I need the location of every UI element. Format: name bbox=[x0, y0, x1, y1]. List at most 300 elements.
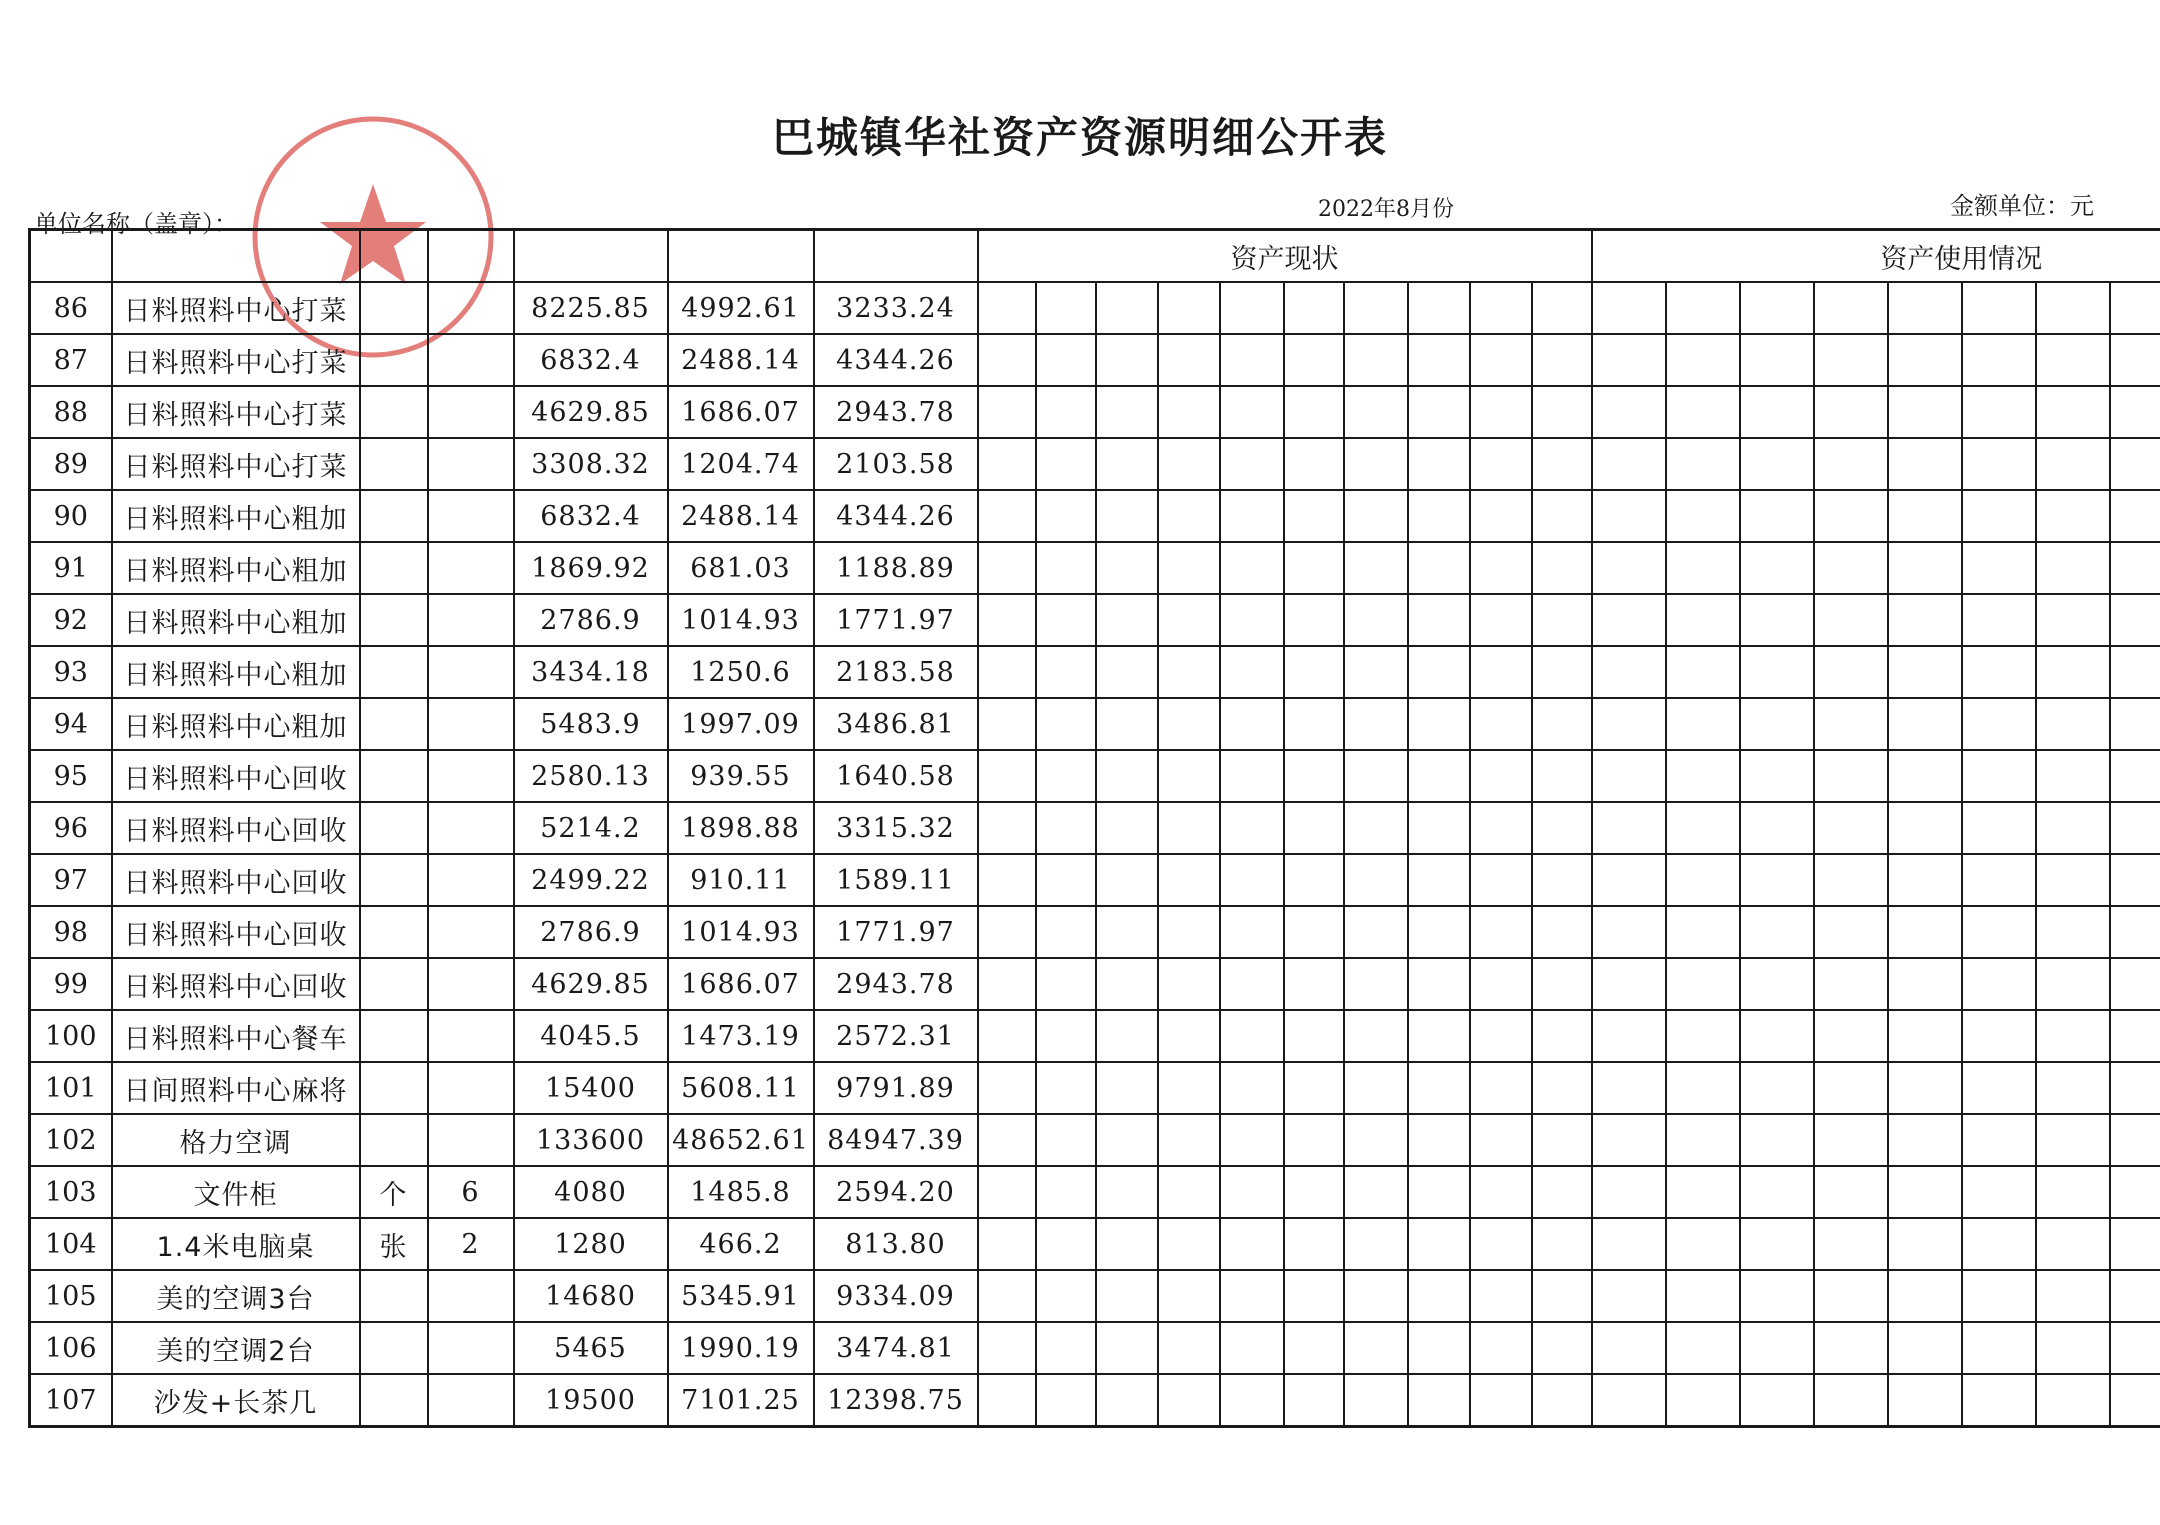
empty-cell bbox=[1470, 490, 1532, 542]
empty-cell bbox=[1740, 1062, 1814, 1114]
empty-cell bbox=[2110, 438, 2160, 490]
original-value: 4045.5 bbox=[514, 1010, 668, 1062]
empty-cell bbox=[1532, 490, 1592, 542]
empty-cell bbox=[1740, 490, 1814, 542]
empty-cell bbox=[2110, 854, 2160, 906]
row-number: 104 bbox=[30, 1218, 112, 1270]
empty-cell bbox=[1814, 854, 1888, 906]
empty-cell bbox=[1470, 1374, 1532, 1427]
empty-cell bbox=[978, 906, 1036, 958]
empty-cell bbox=[1344, 1218, 1408, 1270]
empty-cell bbox=[1470, 1270, 1532, 1322]
empty-cell bbox=[1158, 854, 1220, 906]
net-value: 3474.81 bbox=[814, 1322, 978, 1374]
original-value: 14680 bbox=[514, 1270, 668, 1322]
empty-cell bbox=[1740, 334, 1814, 386]
empty-cell bbox=[1036, 1322, 1096, 1374]
empty-cell bbox=[1592, 386, 1666, 438]
row-number: 90 bbox=[30, 490, 112, 542]
empty-cell bbox=[1888, 802, 1962, 854]
empty-cell bbox=[1284, 1218, 1344, 1270]
header-cell bbox=[428, 230, 514, 283]
empty-cell bbox=[2110, 646, 2160, 698]
empty-cell bbox=[1814, 1322, 1888, 1374]
empty-cell bbox=[2110, 1374, 2160, 1427]
empty-cell bbox=[1740, 438, 1814, 490]
row-number: 88 bbox=[30, 386, 112, 438]
section-header-usage: 资产使用情况 bbox=[1592, 230, 2160, 283]
quantity-cell bbox=[428, 646, 514, 698]
asset-name: 日间照料中心麻将 bbox=[112, 1062, 360, 1114]
empty-cell bbox=[1096, 490, 1158, 542]
empty-cell bbox=[1220, 646, 1284, 698]
empty-cell bbox=[1158, 334, 1220, 386]
empty-cell bbox=[1344, 1166, 1408, 1218]
asset-name: 日料照料中心回收 bbox=[112, 854, 360, 906]
empty-cell bbox=[1666, 1062, 1740, 1114]
empty-cell bbox=[1158, 594, 1220, 646]
empty-cell bbox=[2036, 698, 2110, 750]
empty-cell bbox=[1344, 334, 1408, 386]
depreciation-value: 1898.88 bbox=[668, 802, 814, 854]
depreciation-value: 1250.6 bbox=[668, 646, 814, 698]
unit-cell bbox=[360, 802, 428, 854]
empty-cell bbox=[1592, 906, 1666, 958]
quantity-cell bbox=[428, 802, 514, 854]
empty-cell bbox=[978, 1114, 1036, 1166]
empty-cell bbox=[1284, 594, 1344, 646]
empty-cell bbox=[2110, 1166, 2160, 1218]
empty-cell bbox=[1036, 906, 1096, 958]
empty-cell bbox=[1344, 750, 1408, 802]
empty-cell bbox=[1096, 1062, 1158, 1114]
empty-cell bbox=[1158, 1166, 1220, 1218]
empty-cell bbox=[1814, 906, 1888, 958]
empty-cell bbox=[1470, 906, 1532, 958]
empty-cell bbox=[1962, 1010, 2036, 1062]
empty-cell bbox=[1814, 698, 1888, 750]
empty-cell bbox=[1666, 282, 1740, 334]
empty-cell bbox=[1036, 594, 1096, 646]
empty-cell bbox=[1532, 854, 1592, 906]
header-cell bbox=[112, 230, 360, 283]
table-row bbox=[30, 1010, 2160, 1062]
empty-cell bbox=[1408, 958, 1470, 1010]
asset-name: 日料照料中心回收 bbox=[112, 958, 360, 1010]
unit-cell bbox=[360, 1010, 428, 1062]
empty-cell bbox=[1220, 542, 1284, 594]
empty-cell bbox=[1814, 1218, 1888, 1270]
empty-cell bbox=[1284, 1062, 1344, 1114]
empty-cell bbox=[1408, 438, 1470, 490]
table-row bbox=[30, 1218, 2160, 1270]
empty-cell bbox=[1962, 1218, 2036, 1270]
empty-cell bbox=[1740, 854, 1814, 906]
original-value: 8225.85 bbox=[514, 282, 668, 334]
quantity-cell bbox=[428, 386, 514, 438]
empty-cell bbox=[1888, 1166, 1962, 1218]
empty-cell bbox=[1592, 490, 1666, 542]
empty-cell bbox=[1036, 282, 1096, 334]
empty-cell bbox=[1158, 906, 1220, 958]
empty-cell bbox=[1470, 542, 1532, 594]
currency-unit-label: 金额单位：元 bbox=[1950, 192, 2094, 220]
empty-cell bbox=[1814, 750, 1888, 802]
row-number: 106 bbox=[30, 1322, 112, 1374]
empty-cell bbox=[1158, 490, 1220, 542]
empty-cell bbox=[1408, 802, 1470, 854]
empty-cell bbox=[1158, 1062, 1220, 1114]
original-value: 2499.22 bbox=[514, 854, 668, 906]
empty-cell bbox=[1814, 1270, 1888, 1322]
quantity-cell bbox=[428, 282, 514, 334]
table-row bbox=[30, 542, 2160, 594]
table-row bbox=[30, 1062, 2160, 1114]
row-number: 94 bbox=[30, 698, 112, 750]
empty-cell bbox=[1220, 802, 1284, 854]
net-value: 12398.75 bbox=[814, 1374, 978, 1427]
empty-cell bbox=[1962, 542, 2036, 594]
empty-cell bbox=[2036, 490, 2110, 542]
row-number: 91 bbox=[30, 542, 112, 594]
empty-cell bbox=[2036, 438, 2110, 490]
net-value: 9334.09 bbox=[814, 1270, 978, 1322]
empty-cell bbox=[1096, 750, 1158, 802]
empty-cell bbox=[1592, 646, 1666, 698]
quantity-cell bbox=[428, 958, 514, 1010]
empty-cell bbox=[1220, 594, 1284, 646]
empty-cell bbox=[1036, 1010, 1096, 1062]
empty-cell bbox=[1666, 1010, 1740, 1062]
empty-cell bbox=[2036, 906, 2110, 958]
empty-cell bbox=[1666, 802, 1740, 854]
empty-cell bbox=[1344, 594, 1408, 646]
empty-cell bbox=[1344, 282, 1408, 334]
empty-cell bbox=[1470, 1062, 1532, 1114]
empty-cell bbox=[1592, 334, 1666, 386]
row-number: 96 bbox=[30, 802, 112, 854]
net-value: 3233.24 bbox=[814, 282, 978, 334]
empty-cell bbox=[2110, 334, 2160, 386]
depreciation-value: 1204.74 bbox=[668, 438, 814, 490]
empty-cell bbox=[1666, 1114, 1740, 1166]
empty-cell bbox=[1284, 334, 1344, 386]
empty-cell bbox=[1284, 1166, 1344, 1218]
empty-cell bbox=[1408, 1374, 1470, 1427]
empty-cell bbox=[1888, 438, 1962, 490]
empty-cell bbox=[1962, 802, 2036, 854]
empty-cell bbox=[1532, 906, 1592, 958]
empty-cell bbox=[1666, 334, 1740, 386]
empty-cell bbox=[1284, 386, 1344, 438]
empty-cell bbox=[2036, 854, 2110, 906]
empty-cell bbox=[978, 334, 1036, 386]
net-value: 84947.39 bbox=[814, 1114, 978, 1166]
empty-cell bbox=[1408, 1114, 1470, 1166]
empty-cell bbox=[1666, 490, 1740, 542]
empty-cell bbox=[2110, 386, 2160, 438]
empty-cell bbox=[1532, 386, 1592, 438]
original-value: 5214.2 bbox=[514, 802, 668, 854]
empty-cell bbox=[1470, 698, 1532, 750]
empty-cell bbox=[1666, 1218, 1740, 1270]
empty-cell bbox=[1888, 386, 1962, 438]
empty-cell bbox=[2110, 1270, 2160, 1322]
empty-cell bbox=[1158, 1270, 1220, 1322]
empty-cell bbox=[1740, 1010, 1814, 1062]
empty-cell bbox=[978, 542, 1036, 594]
row-number: 98 bbox=[30, 906, 112, 958]
empty-cell bbox=[978, 854, 1036, 906]
net-value: 1640.58 bbox=[814, 750, 978, 802]
depreciation-value: 1990.19 bbox=[668, 1322, 814, 1374]
empty-cell bbox=[1096, 1374, 1158, 1427]
empty-cell bbox=[1408, 1010, 1470, 1062]
empty-cell bbox=[1814, 334, 1888, 386]
empty-cell bbox=[2110, 542, 2160, 594]
table-row bbox=[30, 334, 2160, 386]
empty-cell bbox=[1962, 386, 2036, 438]
empty-cell bbox=[1344, 490, 1408, 542]
depreciation-value: 910.11 bbox=[668, 854, 814, 906]
empty-cell bbox=[1220, 1010, 1284, 1062]
empty-cell bbox=[1888, 698, 1962, 750]
unit-cell bbox=[360, 750, 428, 802]
empty-cell bbox=[1470, 802, 1532, 854]
empty-cell bbox=[978, 1062, 1036, 1114]
table-row bbox=[30, 698, 2160, 750]
empty-cell bbox=[1284, 1374, 1344, 1427]
empty-cell bbox=[1220, 958, 1284, 1010]
asset-name: 日料照料中心餐车 bbox=[112, 1010, 360, 1062]
empty-cell bbox=[1888, 1374, 1962, 1427]
empty-cell bbox=[1962, 334, 2036, 386]
empty-cell bbox=[1096, 438, 1158, 490]
empty-cell bbox=[1666, 1374, 1740, 1427]
empty-cell bbox=[1470, 958, 1532, 1010]
empty-cell bbox=[1592, 750, 1666, 802]
empty-cell bbox=[1532, 1062, 1592, 1114]
empty-cell bbox=[1592, 1218, 1666, 1270]
empty-cell bbox=[1470, 1010, 1532, 1062]
empty-cell bbox=[1666, 1270, 1740, 1322]
row-number: 107 bbox=[30, 1374, 112, 1427]
empty-cell bbox=[1888, 282, 1962, 334]
empty-cell bbox=[1284, 1270, 1344, 1322]
empty-cell bbox=[1470, 854, 1532, 906]
empty-cell bbox=[1532, 698, 1592, 750]
empty-cell bbox=[1962, 646, 2036, 698]
depreciation-value: 939.55 bbox=[668, 750, 814, 802]
quantity-cell: 2 bbox=[428, 1218, 514, 1270]
empty-cell bbox=[1036, 698, 1096, 750]
unit-cell bbox=[360, 906, 428, 958]
empty-cell bbox=[1814, 594, 1888, 646]
empty-cell bbox=[1592, 438, 1666, 490]
empty-cell bbox=[2036, 1114, 2110, 1166]
empty-cell bbox=[1220, 490, 1284, 542]
empty-cell bbox=[1962, 1322, 2036, 1374]
empty-cell bbox=[1096, 386, 1158, 438]
empty-cell bbox=[1036, 646, 1096, 698]
unit-cell bbox=[360, 1062, 428, 1114]
empty-cell bbox=[1592, 958, 1666, 1010]
empty-cell bbox=[1470, 334, 1532, 386]
asset-name: 日料照料中心粗加 bbox=[112, 542, 360, 594]
table-row bbox=[30, 594, 2160, 646]
empty-cell bbox=[1666, 646, 1740, 698]
depreciation-value: 466.2 bbox=[668, 1218, 814, 1270]
empty-cell bbox=[1344, 1062, 1408, 1114]
empty-cell bbox=[1888, 594, 1962, 646]
empty-cell bbox=[1888, 1062, 1962, 1114]
empty-cell bbox=[978, 282, 1036, 334]
empty-cell bbox=[1096, 854, 1158, 906]
empty-cell bbox=[1344, 1010, 1408, 1062]
empty-cell bbox=[1740, 906, 1814, 958]
net-value: 4344.26 bbox=[814, 334, 978, 386]
empty-cell bbox=[1740, 802, 1814, 854]
header-cell bbox=[30, 230, 112, 283]
empty-cell bbox=[1036, 750, 1096, 802]
quantity-cell bbox=[428, 1322, 514, 1374]
empty-cell bbox=[978, 958, 1036, 1010]
empty-cell bbox=[1408, 594, 1470, 646]
empty-cell bbox=[1284, 1010, 1344, 1062]
empty-cell bbox=[2036, 1218, 2110, 1270]
empty-cell bbox=[1740, 1166, 1814, 1218]
depreciation-value: 2488.14 bbox=[668, 490, 814, 542]
empty-cell bbox=[1814, 438, 1888, 490]
empty-cell bbox=[1666, 750, 1740, 802]
empty-cell bbox=[978, 1374, 1036, 1427]
empty-cell bbox=[978, 698, 1036, 750]
empty-cell bbox=[2036, 802, 2110, 854]
asset-name: 1.4米电脑桌 bbox=[112, 1218, 360, 1270]
empty-cell bbox=[2110, 958, 2160, 1010]
empty-cell bbox=[1158, 1218, 1220, 1270]
empty-cell bbox=[1666, 958, 1740, 1010]
depreciation-value: 1485.8 bbox=[668, 1166, 814, 1218]
empty-cell bbox=[1962, 1374, 2036, 1427]
original-value: 19500 bbox=[514, 1374, 668, 1427]
empty-cell bbox=[1814, 1114, 1888, 1166]
header-cell bbox=[668, 230, 814, 283]
table-row bbox=[30, 386, 2160, 438]
quantity-cell bbox=[428, 1062, 514, 1114]
empty-cell bbox=[1220, 282, 1284, 334]
table-row bbox=[30, 1114, 2160, 1166]
empty-cell bbox=[1962, 438, 2036, 490]
empty-cell bbox=[1284, 490, 1344, 542]
header-cell bbox=[814, 230, 978, 283]
original-value: 1869.92 bbox=[514, 542, 668, 594]
asset-name: 日料照料中心打菜 bbox=[112, 334, 360, 386]
empty-cell bbox=[1740, 750, 1814, 802]
quantity-cell bbox=[428, 542, 514, 594]
empty-cell bbox=[1096, 1010, 1158, 1062]
unit-cell bbox=[360, 854, 428, 906]
empty-cell bbox=[1532, 1166, 1592, 1218]
table-row bbox=[30, 282, 2160, 334]
depreciation-value: 2488.14 bbox=[668, 334, 814, 386]
table-row bbox=[30, 1270, 2160, 1322]
empty-cell bbox=[1408, 1218, 1470, 1270]
empty-cell bbox=[1284, 854, 1344, 906]
empty-cell bbox=[1096, 282, 1158, 334]
empty-cell bbox=[1408, 282, 1470, 334]
empty-cell bbox=[1220, 386, 1284, 438]
empty-cell bbox=[1888, 750, 1962, 802]
empty-cell bbox=[1470, 386, 1532, 438]
empty-cell bbox=[1532, 802, 1592, 854]
row-number: 105 bbox=[30, 1270, 112, 1322]
empty-cell bbox=[1470, 1114, 1532, 1166]
empty-cell bbox=[1284, 542, 1344, 594]
original-value: 4080 bbox=[514, 1166, 668, 1218]
empty-cell bbox=[1036, 1374, 1096, 1427]
unit-cell: 张 bbox=[360, 1218, 428, 1270]
empty-cell bbox=[1036, 1166, 1096, 1218]
quantity-cell bbox=[428, 750, 514, 802]
empty-cell bbox=[1158, 1322, 1220, 1374]
empty-cell bbox=[1096, 1270, 1158, 1322]
section-header-status: 资产现状 bbox=[978, 230, 1592, 283]
empty-cell bbox=[1814, 490, 1888, 542]
table-row bbox=[30, 438, 2160, 490]
table-row bbox=[30, 906, 2160, 958]
asset-table bbox=[28, 228, 2160, 1428]
empty-cell bbox=[1740, 1218, 1814, 1270]
empty-cell bbox=[1532, 1114, 1592, 1166]
empty-cell bbox=[1158, 438, 1220, 490]
empty-cell bbox=[1158, 1010, 1220, 1062]
empty-cell bbox=[2036, 750, 2110, 802]
empty-cell bbox=[1408, 854, 1470, 906]
empty-cell bbox=[1344, 906, 1408, 958]
empty-cell bbox=[1096, 1114, 1158, 1166]
empty-cell bbox=[1532, 1010, 1592, 1062]
table-row bbox=[30, 854, 2160, 906]
empty-cell bbox=[1592, 802, 1666, 854]
empty-cell bbox=[1470, 1322, 1532, 1374]
empty-cell bbox=[978, 386, 1036, 438]
row-number: 100 bbox=[30, 1010, 112, 1062]
empty-cell bbox=[1962, 594, 2036, 646]
empty-cell bbox=[1592, 1166, 1666, 1218]
empty-cell bbox=[1740, 1322, 1814, 1374]
empty-cell bbox=[1344, 802, 1408, 854]
empty-cell bbox=[1888, 958, 1962, 1010]
empty-cell bbox=[978, 438, 1036, 490]
empty-cell bbox=[1408, 698, 1470, 750]
empty-cell bbox=[2036, 1270, 2110, 1322]
empty-cell bbox=[1888, 1114, 1962, 1166]
empty-cell bbox=[1408, 490, 1470, 542]
empty-cell bbox=[1470, 1218, 1532, 1270]
empty-cell bbox=[1888, 1010, 1962, 1062]
asset-name: 日料照料中心粗加 bbox=[112, 594, 360, 646]
empty-cell bbox=[1284, 906, 1344, 958]
empty-cell bbox=[1962, 1062, 2036, 1114]
empty-cell bbox=[1888, 490, 1962, 542]
empty-cell bbox=[2110, 698, 2160, 750]
net-value: 2103.58 bbox=[814, 438, 978, 490]
empty-cell bbox=[1284, 282, 1344, 334]
empty-cell bbox=[1036, 490, 1096, 542]
original-value: 2786.9 bbox=[514, 906, 668, 958]
empty-cell bbox=[1532, 438, 1592, 490]
